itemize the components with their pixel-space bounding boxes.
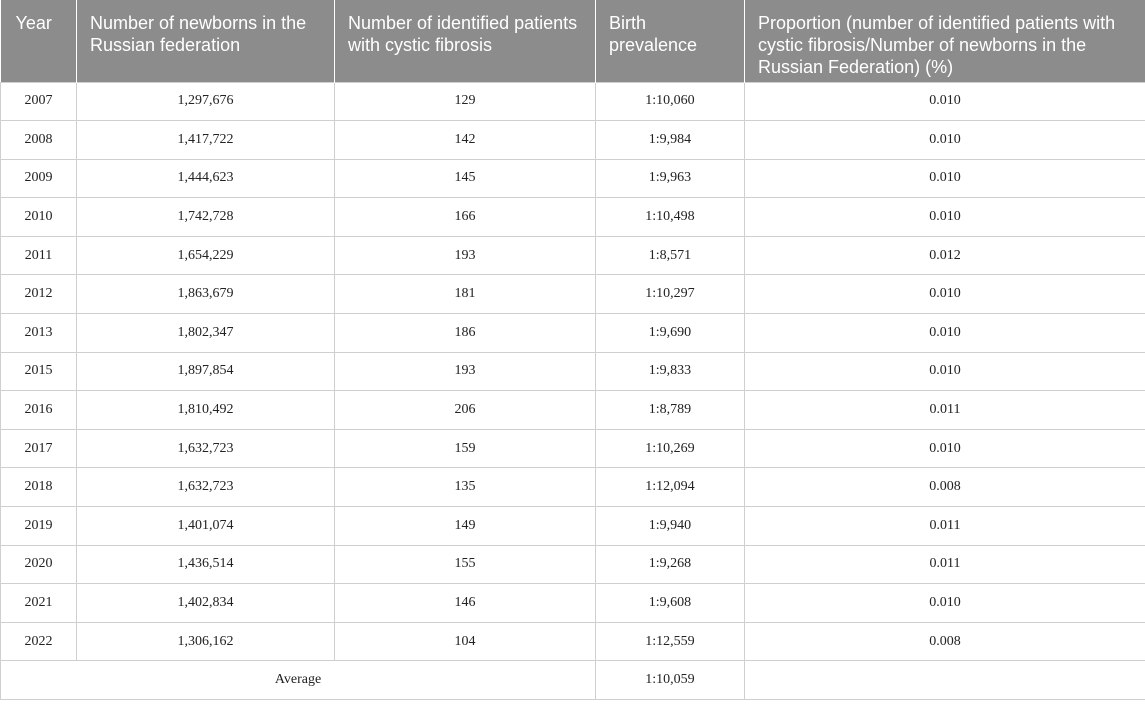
cell-patients: 206 — [335, 391, 596, 430]
cell-year: 2011 — [1, 236, 77, 275]
cell-newborns: 1,802,347 — [77, 314, 335, 353]
header-proportion: Proportion (number of identified patients with cystic fibrosis/Number of newborns in the Russian Federation) (%) — [745, 0, 1145, 82]
cell-patients: 145 — [335, 159, 596, 198]
table-row — [1, 352, 1145, 391]
cell-year: 2009 — [1, 159, 77, 198]
cell-patients: 166 — [335, 198, 596, 237]
cell-proportion: 0.010 — [745, 82, 1145, 121]
cell-prevalence: 1:10,498 — [596, 198, 745, 237]
cell-prevalence: 1:8,571 — [596, 236, 745, 275]
cell-patients: 135 — [335, 468, 596, 507]
cell-proportion: 0.010 — [745, 314, 1145, 353]
cell-prevalence: 1:9,690 — [596, 314, 745, 353]
cell-proportion: 0.011 — [745, 545, 1145, 584]
table-row — [1, 622, 1145, 661]
cell-prevalence: 1:8,789 — [596, 391, 745, 430]
cell-prevalence: 1:9,963 — [596, 159, 745, 198]
average-prevalence: 1:10,059 — [596, 661, 745, 700]
table-row — [1, 584, 1145, 623]
cell-year: 2022 — [1, 622, 77, 661]
cell-patients: 181 — [335, 275, 596, 314]
table-row — [1, 391, 1145, 430]
cell-year: 2017 — [1, 429, 77, 468]
cell-year: 2016 — [1, 391, 77, 430]
cell-year: 2010 — [1, 198, 77, 237]
table-row — [1, 159, 1145, 198]
cell-year: 2019 — [1, 507, 77, 546]
table-header — [1, 0, 1145, 82]
cell-proportion: 0.010 — [745, 429, 1145, 468]
cell-proportion: 0.010 — [745, 198, 1145, 237]
cell-proportion: 0.008 — [745, 468, 1145, 507]
header-row — [1, 0, 1145, 82]
cell-proportion: 0.011 — [745, 507, 1145, 546]
average-row — [1, 661, 1145, 700]
table-row — [1, 82, 1145, 121]
cell-prevalence: 1:10,060 — [596, 82, 745, 121]
cell-newborns: 1,402,834 — [77, 584, 335, 623]
table-row — [1, 121, 1145, 160]
cell-year: 2020 — [1, 545, 77, 584]
cell-patients: 193 — [335, 352, 596, 391]
cell-patients: 159 — [335, 429, 596, 468]
cell-year: 2015 — [1, 352, 77, 391]
header-patients: Number of identified patients with cystic fibrosis — [335, 0, 596, 82]
table-row — [1, 314, 1145, 353]
cell-proportion: 0.010 — [745, 121, 1145, 160]
cell-year: 2012 — [1, 275, 77, 314]
cell-newborns: 1,897,854 — [77, 352, 335, 391]
cell-newborns: 1,742,728 — [77, 198, 335, 237]
cell-newborns: 1,810,492 — [77, 391, 335, 430]
cell-proportion: 0.010 — [745, 584, 1145, 623]
cell-year: 2018 — [1, 468, 77, 507]
cell-newborns: 1,632,723 — [77, 468, 335, 507]
cell-prevalence: 1:9,608 — [596, 584, 745, 623]
cell-patients: 142 — [335, 121, 596, 160]
table-row — [1, 236, 1145, 275]
cell-newborns: 1,444,623 — [77, 159, 335, 198]
table-body — [1, 82, 1145, 700]
cell-prevalence: 1:10,269 — [596, 429, 745, 468]
cell-newborns: 1,417,722 — [77, 121, 335, 160]
header-newborns: Number of newborns in the Russian federation — [77, 0, 335, 82]
cell-prevalence: 1:12,094 — [596, 468, 745, 507]
average-proportion — [745, 661, 1145, 700]
cell-prevalence: 1:9,984 — [596, 121, 745, 160]
cell-prevalence: 1:10,297 — [596, 275, 745, 314]
table-row — [1, 429, 1145, 468]
cell-patients: 155 — [335, 545, 596, 584]
average-label: Average — [1, 661, 596, 700]
cell-patients: 149 — [335, 507, 596, 546]
cell-patients: 129 — [335, 82, 596, 121]
cell-newborns: 1,863,679 — [77, 275, 335, 314]
cell-proportion: 0.010 — [745, 159, 1145, 198]
table-row — [1, 468, 1145, 507]
cell-patients: 104 — [335, 622, 596, 661]
table-row — [1, 545, 1145, 584]
cell-prevalence: 1:12,559 — [596, 622, 745, 661]
cell-proportion: 0.010 — [745, 352, 1145, 391]
cell-patients: 193 — [335, 236, 596, 275]
cell-newborns: 1,436,514 — [77, 545, 335, 584]
cell-newborns: 1,297,676 — [77, 82, 335, 121]
header-year: Year — [1, 0, 77, 82]
cell-patients: 186 — [335, 314, 596, 353]
cell-year: 2008 — [1, 121, 77, 160]
cell-prevalence: 1:9,268 — [596, 545, 745, 584]
cell-newborns: 1,632,723 — [77, 429, 335, 468]
cell-proportion: 0.011 — [745, 391, 1145, 430]
cell-newborns: 1,306,162 — [77, 622, 335, 661]
cell-year: 2021 — [1, 584, 77, 623]
table-row — [1, 507, 1145, 546]
cell-proportion: 0.010 — [745, 275, 1145, 314]
table-row — [1, 275, 1145, 314]
cell-newborns: 1,401,074 — [77, 507, 335, 546]
cell-year: 2007 — [1, 82, 77, 121]
cell-proportion: 0.012 — [745, 236, 1145, 275]
table-row — [1, 198, 1145, 237]
cell-prevalence: 1:9,833 — [596, 352, 745, 391]
cell-proportion: 0.008 — [745, 622, 1145, 661]
cell-patients: 146 — [335, 584, 596, 623]
cell-year: 2013 — [1, 314, 77, 353]
cell-prevalence: 1:9,940 — [596, 507, 745, 546]
header-prevalence: Birth prevalence — [596, 0, 745, 82]
cell-newborns: 1,654,229 — [77, 236, 335, 275]
